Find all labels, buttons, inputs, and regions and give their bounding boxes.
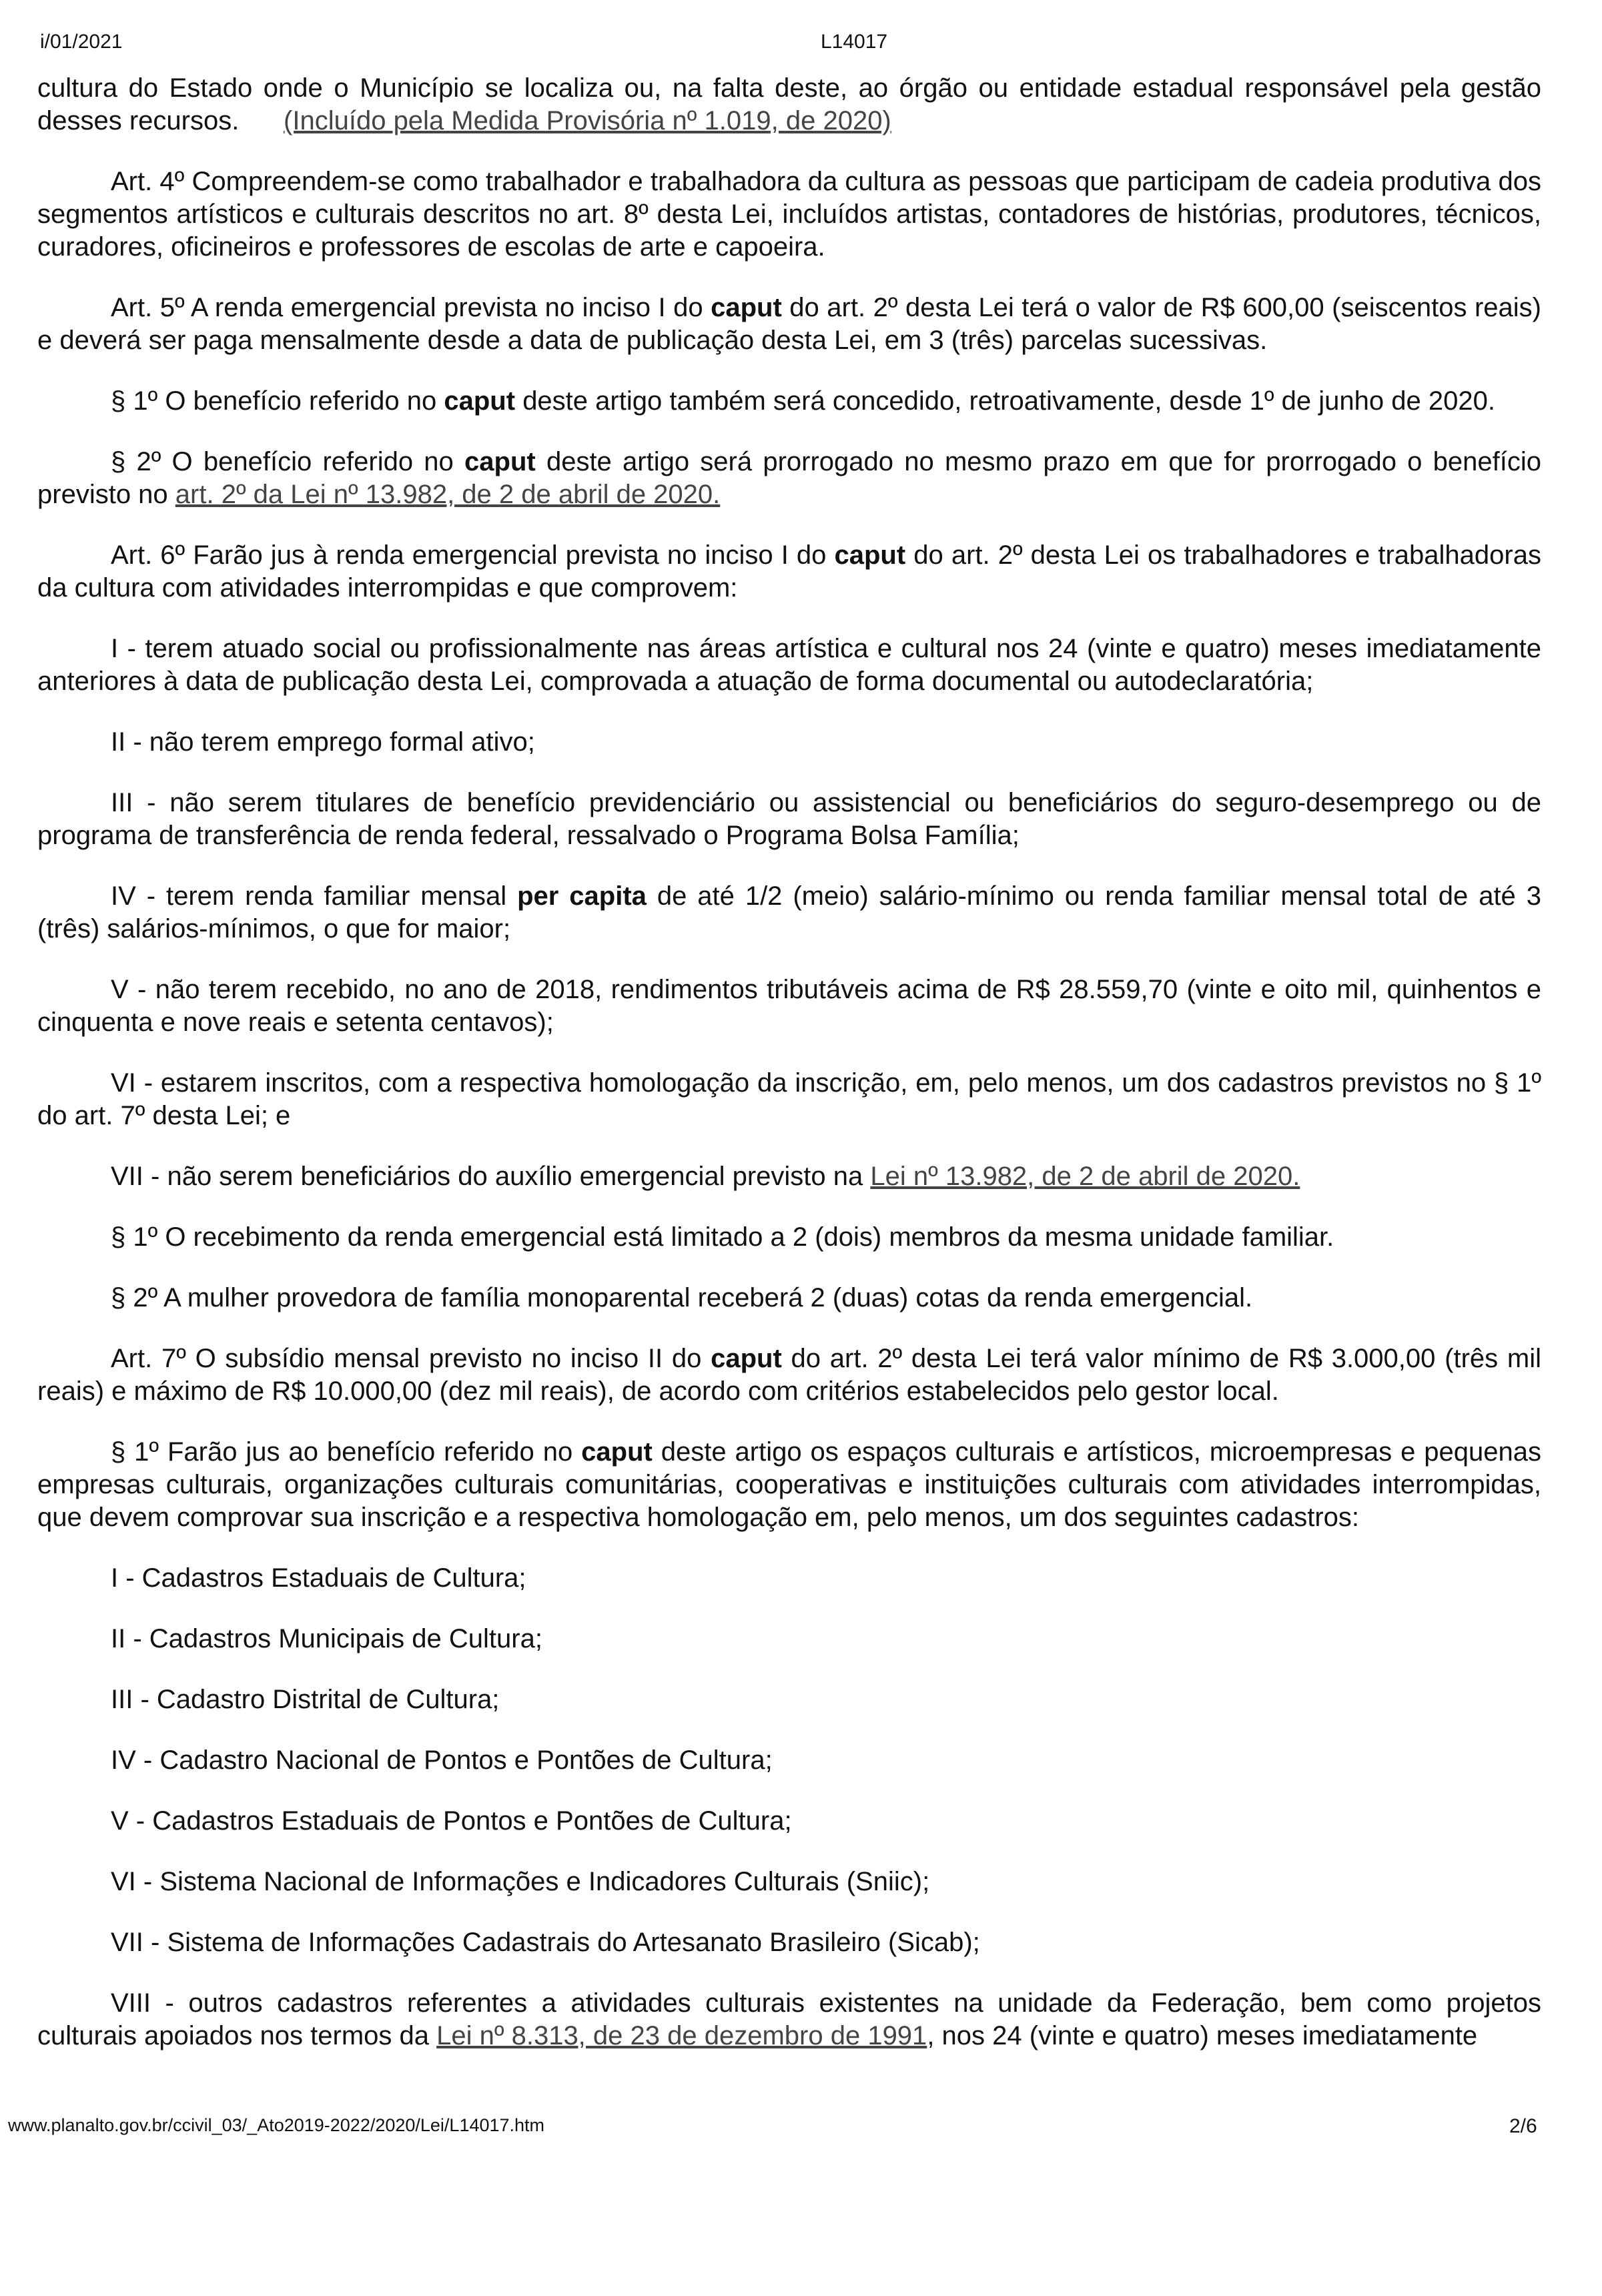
caput-term: caput (834, 540, 906, 570)
registry-item: VII - Sistema de Informações Cadastrais do Artesanato Brasileiro (Sicab); (111, 1928, 980, 1957)
article-6-item-vii (37, 1160, 1541, 1193)
article-5 (37, 292, 1541, 357)
law-reference-link[interactable]: Lei nº 8.313, de 23 de dezembro de 1991 (436, 2021, 927, 2050)
article-6-paragraph-2: § 2º A mulher provedora de família monoparental receberá 2 (duas) cotas da renda emergencial. (111, 1283, 1253, 1312)
paragraph-text: § 2º O benefício referido no (111, 447, 454, 476)
article-5-paragraph-2 (37, 446, 1541, 511)
caput-term: caput (711, 1344, 782, 1373)
article-6-item-iv (37, 880, 1541, 945)
caput-term: caput (464, 447, 536, 476)
amendment-link[interactable]: (Incluído pela Medida Provisória nº 1.019, de 2020) (284, 106, 891, 135)
paragraph-text: § 1º O benefício referido no (111, 386, 437, 416)
registry-item: IV - Cadastro Nacional de Pontos e Pontões de Cultura; (111, 1746, 773, 1775)
paragraph-text: cultura do Estado onde o Município se localiza ou, na falta deste, ao órgão ou entidade estadual responsável pela gestão desses recursos. (37, 73, 1541, 135)
paragraph-continuation (37, 72, 1541, 137)
article-text: do art. 2º desta Lei os trabalhadores e trabalhadoras da cultura com atividades interrompidas e que comprovem: (37, 540, 1541, 603)
registry-item: III - Cadastro Distrital de Cultura; (111, 1685, 500, 1714)
footer-page-number: 2/6 (1509, 2115, 1537, 2137)
article-7-paragraph-1 (37, 1436, 1541, 1534)
article-text: do art. 2º desta Lei terá valor mínimo de R$ 3.000,00 (três mil reais) e máximo de R$ 10.000,00 (dez mil reais), de acordo com critérios estabelecidos pelo gestor local. (37, 1344, 1541, 1406)
document-body (37, 72, 1541, 2080)
item-text: , nos 24 (vinte e quatro) meses imediatamente (927, 2021, 1478, 2050)
article-5-paragraph-1 (37, 385, 1541, 418)
paragraph-text: deste artigo os espaços culturais e artísticos, microempresas e pequenas empresas culturais, organizações culturais comunitárias, cooperativas e instituições culturais com atividades interrompidas, que devem comprovar sua inscrição e a respectiva homologação em, pelo menos, um dos seguintes cadastros: (37, 1437, 1541, 1532)
header-date: i/01/2021 (40, 31, 123, 53)
article-text: Art. 7º O subsídio mensal previsto no inciso II do (111, 1344, 702, 1373)
registry-item: V - Cadastros Estaduais de Pontos e Pontões de Cultura; (111, 1806, 792, 1836)
article-6-item-iii: III - não serem titulares de benefício previdenciário ou assistencial ou beneficiários do seguro-desemprego ou de programa de transferência de renda federal, ressalvado o Programa Bolsa Família; (37, 788, 1541, 850)
registry-item-viii (37, 1987, 1541, 2052)
registry-item: VI - Sistema Nacional de Informações e Indicadores Culturais (Sniic); (111, 1867, 930, 1896)
item-text: VIII - outros cadastros referentes a atividades culturais existentes na unidade da Federação, bem como projetos culturais apoiados nos termos da (37, 1988, 1541, 2050)
article-text: do art. 2º desta Lei terá o valor de R$ 600,00 (seiscentos reais) e deverá ser paga mensalmente desde a data de publicação desta Lei, em 3 (três) parcelas sucessivas. (37, 293, 1541, 355)
article-6-item-ii: II - não terem emprego formal ativo; (111, 727, 535, 757)
paragraph-text: deste artigo será prorrogado no mesmo prazo em que for prorrogado o benefício previsto no (37, 447, 1541, 509)
article-6-paragraph-1: § 1º O recebimento da renda emergencial está limitado a 2 (dois) membros da mesma unidade familiar. (111, 1222, 1334, 1252)
article-7 (37, 1343, 1541, 1408)
law-reference-link[interactable]: art. 2º da Lei nº 13.982, de 2 de abril de 2020. (175, 480, 721, 509)
footer-url: www.planalto.gov.br/ccivil_03/_Ato2019-2022/2020/Lei/L14017.htm (8, 2115, 545, 2135)
caput-term: caput (444, 386, 516, 416)
law-reference-link[interactable]: Lei nº 13.982, de 2 de abril de 2020. (870, 1162, 1300, 1191)
paragraph-text: deste artigo também será concedido, retroativamente, desde 1º de junho de 2020. (522, 386, 1495, 416)
caput-term: caput (581, 1437, 653, 1467)
article-4: Art. 4º Compreendem-se como trabalhador e trabalhadora da cultura as pessoas que participam de cadeia produtiva dos segmentos artísticos e culturais descritos no art. 8º desta Lei, incluídos artistas, contadores de histórias, produtores, técnicos, curadores, oficineiros e professores de escolas de arte e capoeira. (37, 167, 1541, 262)
registry-item: I - Cadastros Estaduais de Cultura; (111, 1563, 526, 1593)
item-text: VII - não serem beneficiários do auxílio emergencial previsto na (111, 1162, 863, 1191)
header-law-code: L14017 (821, 31, 888, 53)
article-6-item-vi: VI - estarem inscritos, com a respectiva homologação da inscrição, em, pelo menos, um dos cadastros previstos no § 1º do art. 7º desta Lei; e (37, 1068, 1541, 1130)
paragraph-text: § 1º Farão jus ao benefício referido no (111, 1437, 573, 1467)
item-text: de até 1/2 (meio) salário-mínimo ou renda familiar mensal total de até 3 (três) salários-mínimos, o que for maior; (37, 881, 1541, 943)
article-6-item-i: I - terem atuado social ou profissionalmente nas áreas artística e cultural nos 24 (vinte e quatro) meses imediatamente anteriores à data de publicação desta Lei, comprovada a atuação de forma documental ou autodeclaratória; (37, 634, 1541, 696)
article-text: Art. 6º Farão jus à renda emergencial prevista no inciso I do (111, 540, 827, 570)
item-text: IV - terem renda familiar mensal (111, 881, 507, 911)
per-capita-term: per capita (517, 881, 647, 911)
registry-item: II - Cadastros Municipais de Cultura; (111, 1624, 542, 1653)
article-6-item-v: V - não terem recebido, no ano de 2018, rendimentos tributáveis acima de R$ 28.559,70 (vinte e oito mil, quinhentos e cinquenta e nove reais e setenta centavos); (37, 975, 1541, 1037)
article-6 (37, 539, 1541, 605)
article-text: Art. 5º A renda emergencial prevista no inciso I do (111, 293, 703, 322)
caput-term: caput (711, 293, 782, 322)
